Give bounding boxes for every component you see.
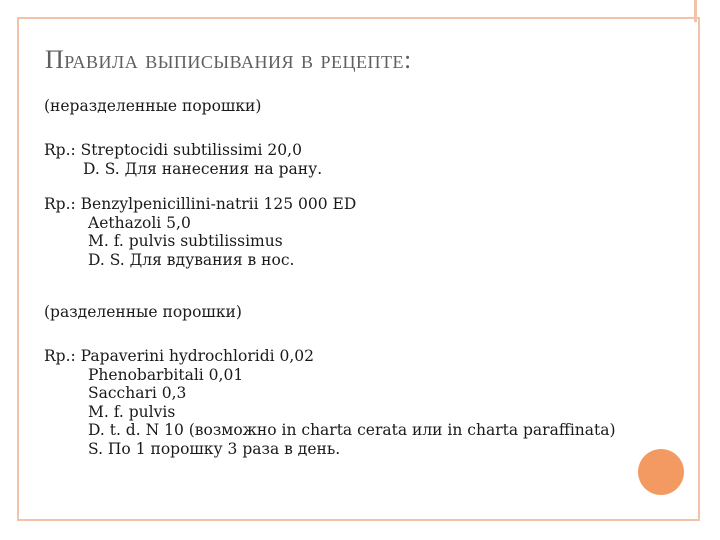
prescription-line: D. t. d. N 10 (возможно in charta cerata или in charta paraffinata) [88,421,616,440]
prescription-line: Aethazoli 5,0 [88,213,191,232]
prescription-line: D. S. Для вдувания в нос. [88,250,295,269]
prescription-papaverine [44,347,616,459]
prescription-line: D. S. Для нанесения на рану. [83,159,323,178]
prescription-line: Phenobarbitali 0,01 [88,365,244,384]
prescription-line: M. f. pulvis subtilissimus [88,232,283,251]
frame-strip [694,0,697,22]
prescription-line: S. По 1 порошку 3 раза в день. [88,439,341,458]
section-label-divided-powders: (разделенные порошки) [44,303,242,321]
prescription-benzylpenicillin [44,195,356,269]
prescription-line: Rp.: Papaverini hydrochloridi 0,02 [44,347,315,365]
page-title: Правила выписывания в рецепте: [45,45,412,74]
prescription-line: M. f. pulvis [88,402,176,421]
section-label-undivided-powders: (неразделенные порошки) [44,97,262,115]
prescription-streptocide [44,141,322,178]
prescription-line: Sacchari 0,3 [88,384,187,403]
accent-circle [638,449,684,495]
prescription-line: Rp.: Benzylpenicillini-natrii 125 000 ED [44,195,357,213]
prescription-line: Rp.: Streptocidi subtilissimi 20,0 [44,141,302,159]
